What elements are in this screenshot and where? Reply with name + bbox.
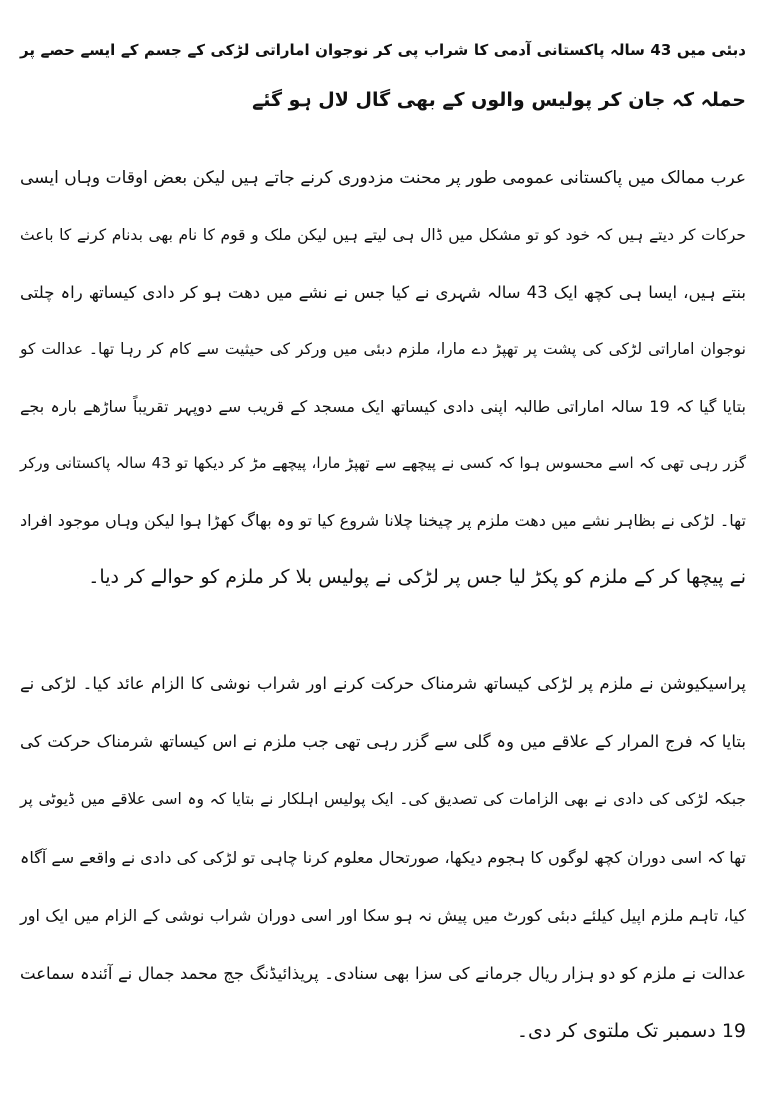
article-paragraph-2 bbox=[0, 669, 768, 1046]
paragraph-line: بنتے ہیں، ایسا ہی کچھ ایک 43 سالہ شہری نے کیا جس نے نشے میں دھت ہو کر دادی کیساتھ راہ چلتی bbox=[20, 283, 746, 302]
paragraph-line: جبکہ لڑکی کی دادی نے بھی الزامات کی تصدیق کی۔ ایک پولیس اہلکار نے بتایا کہ وہ اسی علاقے میں ڈیوٹی پر bbox=[20, 790, 746, 808]
paragraph-line: تھا۔ لڑکی نے بظاہر نشے میں دھت ملزم پر چیخنا چلانا شروع کیا تو وہ بھاگ کھڑا ہوا لیکن وہاں موجود افراد bbox=[20, 511, 746, 530]
article-headline bbox=[0, 34, 768, 116]
paragraph-line: نوجوان اماراتی لڑکی کی پشت پر تھپڑ دے مارا، ملزم دبئی میں ورکر کی حیثیت سے کام کر رہا تھا۔ عدالت کو bbox=[20, 340, 746, 358]
paragraph-line: بتایا کہ فرج المرار کے علاقے میں وہ گلی سے گزر رہی تھی جب ملزم نے اس کیساتھ شرمناک حرکت کی bbox=[20, 732, 746, 751]
paragraph-line: کیا، تاہم ملزم اپیل کیلئے دبئی کورٹ میں پیش نہ ہو سکا اور اسی دوران شراب نوشی کے الزام میں ایک اور bbox=[20, 906, 746, 925]
paragraph-line: گزر رہی تھی کہ اسے محسوس ہوا کہ کسی نے پیچھے سے تھپڑ مارا، پیچھے مڑ کر دیکھا تو 43 سالہ پاکستانی ورکر bbox=[20, 454, 746, 472]
paragraph-line: پراسیکیوشن نے ملزم پر لڑکی کیساتھ شرمناک حرکت کرنے اور شراب نوشی کا الزام عائد کیا۔ لڑکی نے bbox=[20, 674, 746, 693]
paragraph-line: 19 دسمبر تک ملتوی کر دی۔ bbox=[516, 1020, 746, 1042]
paragraph-line: عدالت نے ملزم کو دو ہزار ریال جرمانے کی سزا بھی سنادی۔ پریذائیڈنگ جج محمد جمال نے آئندہ سماعت bbox=[20, 964, 746, 983]
paragraph-line: نے پیچھا کر کے ملزم کو پکڑ لیا جس پر لڑکی نے پولیس بلا کر ملزم کو حوالے کر دیا۔ bbox=[88, 566, 746, 588]
article-paragraph-1 bbox=[0, 164, 768, 592]
headline-line: دبئی میں 43 سالہ پاکستانی آدمی کا شراب پی کر نوجوان اماراتی لڑکی کے جسم کے ایسے حصے پر bbox=[20, 41, 746, 59]
paragraph-line: عرب ممالک میں پاکستانی عمومی طور پر محنت مزدوری کرنے جاتے ہیں لیکن بعض اوقات وہاں ایسی bbox=[20, 168, 746, 188]
paragraph-line: حرکات کر دیتے ہیں کہ خود کو تو مشکل میں ڈال ہی لیتے ہیں لیکن ملک و قوم کا نام بھی بدنام کرنے کا باعث bbox=[20, 226, 746, 244]
paragraph-line: تھا کہ اسی دوران کچھ لوگوں کا ہجوم دیکھا، صورتحال معلوم کرنا چاہی تو لڑکی کی دادی نے واقعے سے آگاہ bbox=[20, 848, 746, 867]
paragraph-line: بتایا گیا کہ 19 سالہ اماراتی طالبہ اپنی دادی کیساتھ ایک مسجد کے قریب سے دوپہر تقریباً ساڑھے بارہ بجے bbox=[20, 397, 747, 416]
headline-line: حملہ کہ جان کر پولیس والوں کے بھی گال لال ہو گئے bbox=[252, 89, 746, 111]
